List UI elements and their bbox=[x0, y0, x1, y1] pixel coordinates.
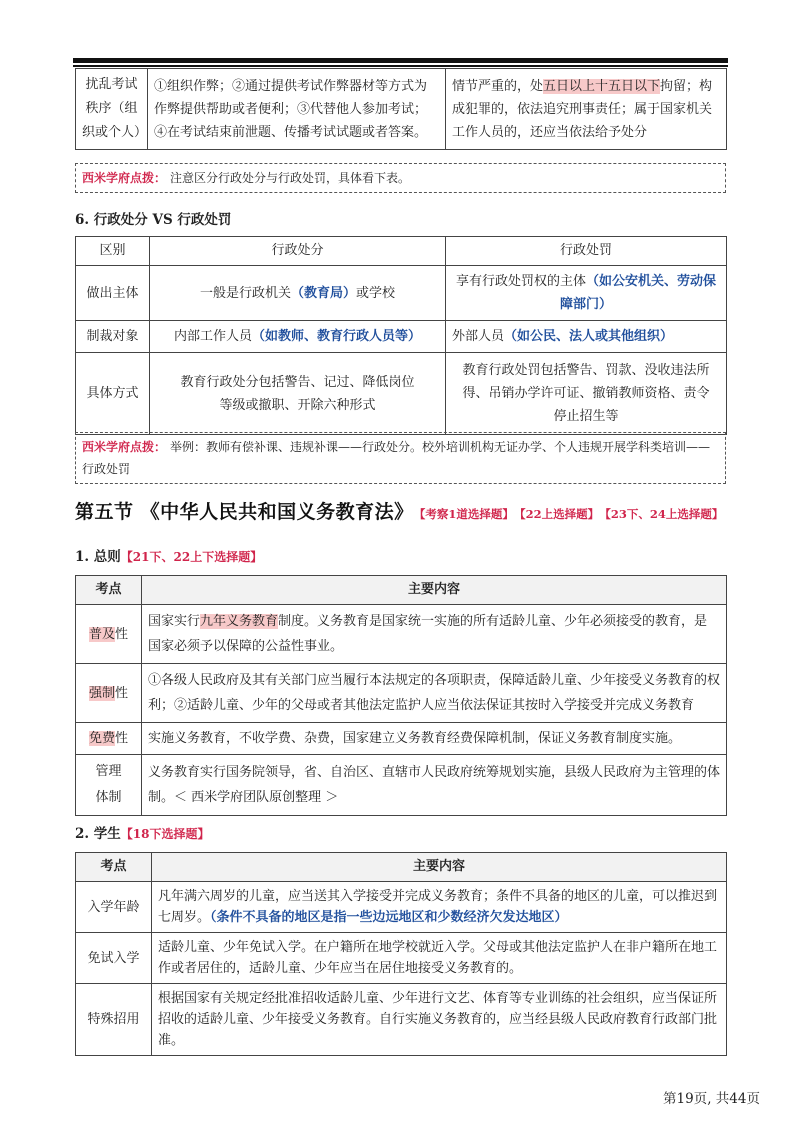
col-header: 行政处罚 bbox=[446, 237, 727, 266]
table-row bbox=[76, 984, 727, 1056]
cell: 实施义务教育，不收学费、杂费，国家建立义务教育经费保障机制，保证义务教育制度实施。 bbox=[142, 723, 727, 755]
section-tag: 【23下、24上选择题】 bbox=[605, 507, 724, 521]
section-title: 第五节 《中华人民共和国义务教育法》 bbox=[75, 501, 414, 523]
cell: 内部工作人员（如教师、教育行政人员等） bbox=[150, 321, 446, 353]
header-rule-thick bbox=[73, 58, 728, 63]
row-label: 做出主体 bbox=[76, 266, 150, 321]
row-label: 普及性 bbox=[76, 605, 142, 664]
table-row bbox=[76, 321, 727, 353]
col-header: 主要内容 bbox=[152, 853, 727, 882]
cell: 享有行政处罚权的主体（如公安机关、劳动保障部门） bbox=[446, 266, 727, 321]
col-header: 行政处分 bbox=[150, 237, 446, 266]
col-header: 区别 bbox=[76, 237, 150, 266]
header-rule-thin bbox=[73, 65, 728, 67]
cell: 一般是行政机关（教育局）或学校 bbox=[150, 266, 446, 321]
table-row bbox=[76, 882, 727, 933]
col-header: 考点 bbox=[76, 576, 142, 605]
row-label: 特殊招用 bbox=[76, 984, 152, 1056]
tip-label: 西米学府点拨： bbox=[82, 440, 167, 454]
row-label: 管理体制 bbox=[76, 755, 142, 816]
table-header-row bbox=[76, 853, 727, 882]
student-table bbox=[75, 852, 727, 1056]
table-header-row bbox=[76, 237, 727, 266]
row-label: 免试入学 bbox=[76, 933, 152, 984]
table-row bbox=[76, 353, 727, 435]
general-table bbox=[75, 575, 727, 816]
section-tag: 【22上选择题】 bbox=[519, 507, 600, 521]
row-label: 免费性 bbox=[76, 723, 142, 755]
cell: 适龄儿童、少年免试入学。在户籍所在地学校就近入学。父母或其他法定监护人在非户籍所在地工作或者居住的，适龄儿童、少年应当在居住地接受义务教育的。 bbox=[152, 933, 727, 984]
row-penalty: 情节严重的，处五日以上十五日以下拘留；构成犯罪的，依法追究刑事责任；属于国家机关工作人员的，还应当依法给予处分 bbox=[446, 69, 727, 150]
cell: ①各级人民政府及其有关部门应当履行本法规定的各项职责，保障适龄儿童、少年接受义务教育的权利；②适龄儿童、少年的父母或者其他法定监护人应当依法保证其按时入学接受并完成义务教育 bbox=[142, 664, 727, 723]
cell: 根据国家有关规定经批准招收适龄儿童、少年进行文艺、体育等专业训练的社会组织，应当保证所招收的适龄儿童、少年接受义务教育。自行实施义务教育的，应当经县级人民政府教育行政部门批准。 bbox=[152, 984, 727, 1056]
tip-text: 举例：教师有偿补课、违规补课——行政处分。校外培训机构无证办学、个人违规开展学科类培训——行政处罚 bbox=[82, 440, 711, 476]
row-label: 入学年龄 bbox=[76, 882, 152, 933]
page-number: 第19页, 共44页 bbox=[663, 1091, 760, 1107]
table-header-row bbox=[76, 576, 727, 605]
subheading-students: 2. 学生【18下选择题】 bbox=[75, 826, 210, 842]
section-tag: 【考察1道选择题】 bbox=[419, 507, 514, 521]
tip-label: 西米学府点拨： bbox=[82, 171, 167, 185]
col-header: 考点 bbox=[76, 853, 152, 882]
exam-disruption-table bbox=[75, 68, 727, 150]
cell: 国家实行九年义务教育制度。义务教育是国家统一实施的所有适龄儿童、少年必须接受的教育，是国家必须予以保障的公益性事业。 bbox=[142, 605, 727, 664]
row-label: 制裁对象 bbox=[76, 321, 150, 353]
highlight-text: 五日以上十五日以下 bbox=[543, 78, 661, 94]
heading-6: 6. 行政处分 VS 行政处罚 bbox=[75, 212, 232, 228]
row-label: 扰乱考试秩序（组织或个人） bbox=[76, 69, 148, 150]
cell: 教育行政处分包括警告、记过、降低岗位等级或撤职、开除六种形式 bbox=[150, 353, 446, 435]
cell: 外部人员（如公民、法人或其他组织） bbox=[446, 321, 727, 353]
row-content: ①组织作弊；②通过提供考试作弊器材等方式为作弊提供帮助或者便利；③代替他人参加考试；④在考试结束前泄题、传播考试试题或者答案。 bbox=[148, 69, 446, 150]
table-row bbox=[76, 723, 727, 755]
table-row bbox=[76, 755, 727, 816]
table-row bbox=[76, 664, 727, 723]
subheading-general: 1. 总则【21下、22上下选择题】 bbox=[75, 549, 263, 565]
table-row bbox=[76, 605, 727, 664]
row-label: 强制性 bbox=[76, 664, 142, 723]
table-row bbox=[76, 69, 727, 150]
tip-box-2 bbox=[75, 432, 726, 484]
compare-table bbox=[75, 236, 727, 435]
table-row bbox=[76, 266, 727, 321]
cell: 义务教育实行国务院领导，省、自治区、直辖市人民政府统筹规划实施，县级人民政府为主管理的体制。＜ 西米学府团队原创整理 ＞ bbox=[142, 755, 727, 816]
col-header: 主要内容 bbox=[142, 576, 727, 605]
cell: 教育行政处罚包括警告、罚款、没收违法所得、吊销办学许可证、撤销教师资格、责令停止招生等 bbox=[446, 353, 727, 435]
cell: 凡年满六周岁的儿童，应当送其入学接受并完成义务教育；条件不具备的地区的儿童，可以推迟到七周岁。（条件不具备的地区是指一些边远地区和少数经济欠发达地区） bbox=[152, 882, 727, 933]
tip-box-1 bbox=[75, 163, 726, 193]
tip-text: 注意区分行政处分与行政处罚，具体看下表。 bbox=[170, 171, 411, 185]
row-label: 具体方式 bbox=[76, 353, 150, 435]
section-heading bbox=[75, 497, 735, 524]
table-row bbox=[76, 933, 727, 984]
